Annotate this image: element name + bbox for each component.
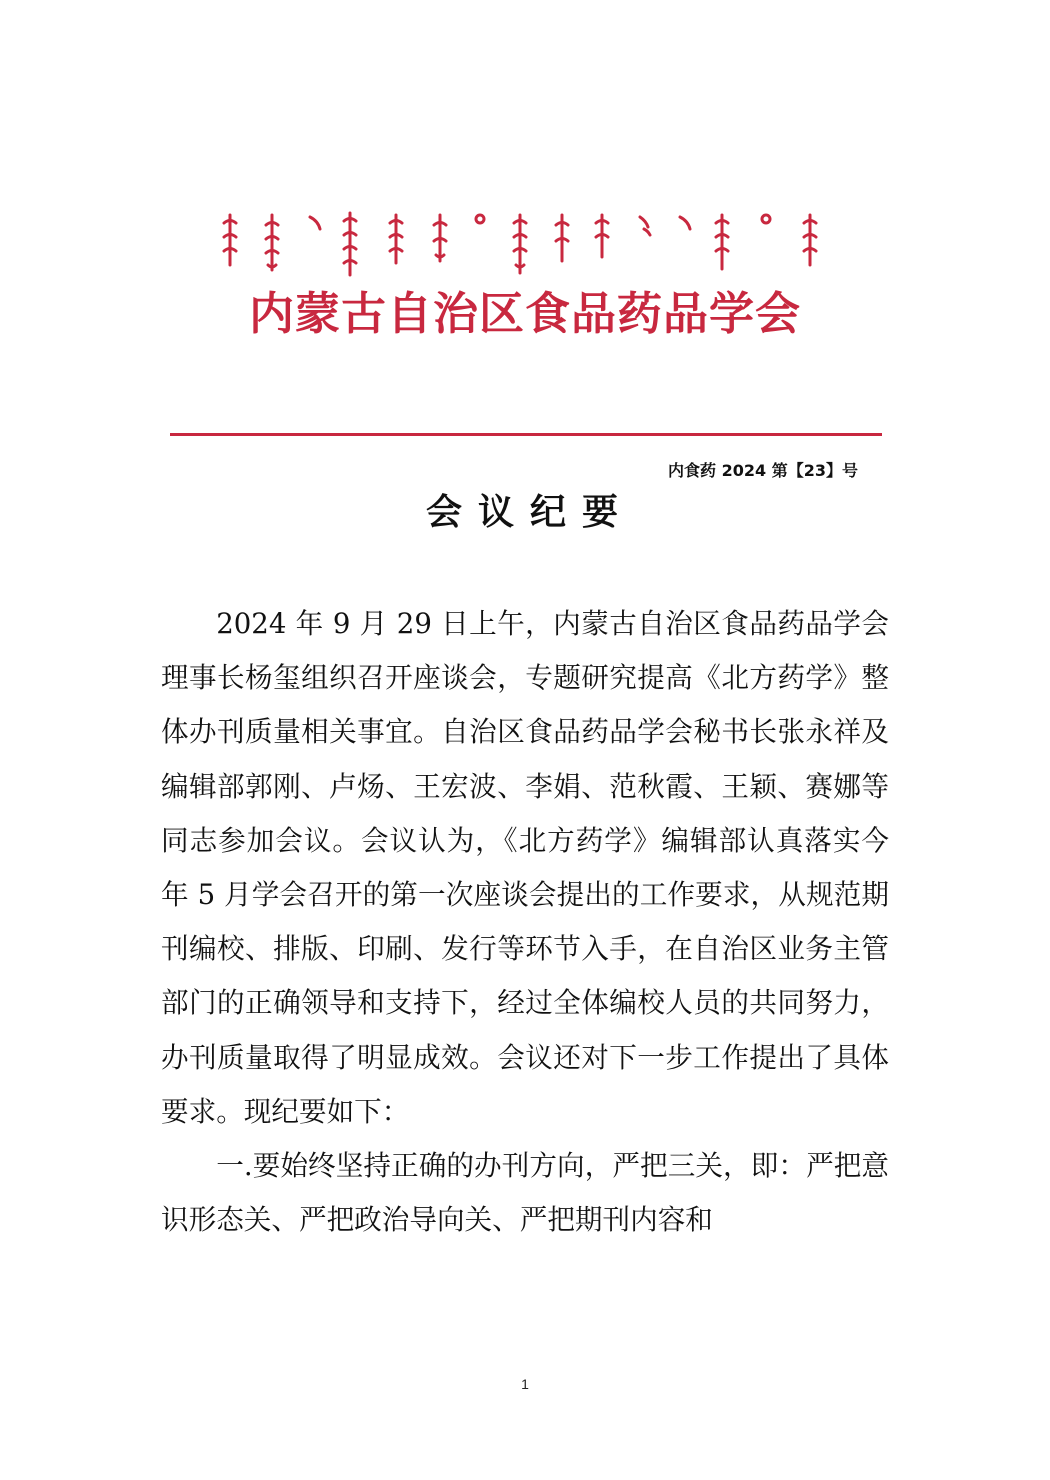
- mongolian-word-11: [640, 217, 650, 235]
- mongolian-word-15: [804, 215, 816, 265]
- mongolian-word-1: [224, 215, 236, 265]
- document-number: 内食药 2024 第【23】号: [668, 461, 858, 480]
- mongolian-word-5: [390, 215, 402, 263]
- mongolian-word-3: [310, 217, 320, 229]
- mongolian-word-14: [762, 215, 770, 223]
- organization-name: 内蒙古自治区食品药品学会: [248, 287, 801, 340]
- mongolian-script-header-icon: [210, 205, 840, 280]
- mongolian-word-2: [266, 215, 278, 270]
- mongolian-word-9: [556, 215, 568, 261]
- document-title: 会议纪要: [425, 492, 634, 533]
- mongolian-word-8: [514, 215, 526, 273]
- header-red-rule: [170, 433, 882, 436]
- mongolian-word-6: [434, 215, 446, 261]
- mongolian-word-12: [680, 217, 690, 229]
- mongolian-word-4: [344, 213, 356, 275]
- page-number: 1: [521, 1376, 529, 1392]
- mongolian-word-10: [596, 215, 608, 257]
- mongolian-word-7: [476, 215, 484, 223]
- mongolian-word-13: [716, 215, 728, 269]
- body-paragraph-1: 2024 年 9 月 29 日上午，内蒙古自治区食品药品学会理事长杨玺组织召开座谈会，专题研究提高《北方药学》整体办刊质量相关事宜。自治区食品药品学会秘书长张永祥及编辑部郭刚、卢炀、王宏波、李娟、范秋霞、王颖、赛娜等同志参加会议。会议认为，《北方药学》编辑部认真落实今年 5 月学会召开的第一次座谈会提出的工作要求，从规范期刊编校、排版、印刷、发行等环节入手，在自治区业务主管部门的正确领导和支持下，经过全体编校人员的共同努力，办刊质量取得了明显成效。会议还对下一步工作提出了具体要求。现纪要如下：: [161, 607, 889, 1128]
- body-paragraph-2: 一.要始终坚持正确的办刊方向，严把三关，即：严把意识形态关、严把政治导向关、严把期刊内容和: [161, 1149, 889, 1237]
- document-body: [161, 597, 889, 1247]
